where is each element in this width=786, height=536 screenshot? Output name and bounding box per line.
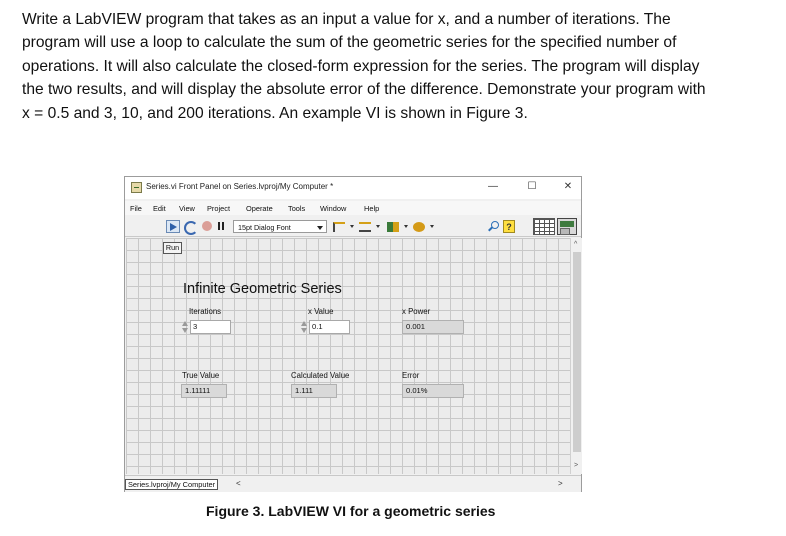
- run-arrow-icon[interactable]: [166, 220, 180, 233]
- vi-icon[interactable]: [557, 218, 577, 235]
- front-panel: [126, 238, 570, 474]
- window-title: Series.vi Front Panel on Series.lvproj/My Computer *: [146, 182, 334, 191]
- abort-execution-icon[interactable]: [201, 220, 213, 233]
- increment-decrement-icon[interactable]: [300, 320, 308, 334]
- chevron-down-icon: [317, 226, 323, 230]
- x-power-indicator: 0.001: [402, 320, 464, 334]
- search-icon[interactable]: [487, 221, 499, 233]
- labview-app-icon: [131, 182, 142, 193]
- problem-line: operations. It will also calculate the closed-form expression for the series. The program will display: [22, 57, 700, 75]
- iterations-label: Iterations: [189, 307, 222, 316]
- align-objects-icon[interactable]: [333, 221, 355, 233]
- error-indicator: 0.01%: [402, 384, 464, 398]
- x-power-label: x Power: [402, 307, 431, 316]
- menu-edit[interactable]: Edit: [153, 204, 166, 213]
- calculated-value-indicator: 1.111: [291, 384, 337, 398]
- run-button[interactable]: Run: [163, 242, 182, 254]
- calculated-value-label: Calculated Value: [291, 371, 350, 380]
- help-icon[interactable]: ?: [503, 220, 515, 233]
- menu-project[interactable]: Project: [207, 204, 231, 213]
- maximize-button[interactable]: ☐: [527, 181, 537, 192]
- scroll-right-icon[interactable]: >: [558, 479, 563, 488]
- x-value-label: x Value: [308, 307, 334, 316]
- resize-objects-icon[interactable]: [387, 221, 409, 233]
- increment-decrement-icon[interactable]: [181, 320, 189, 334]
- true-value-indicator: 1.11111: [181, 384, 227, 398]
- problem-line: Write a LabVIEW program that takes as an input a value for x, and a number of iterations. The: [22, 11, 671, 28]
- problem-line: program will use a loop to calculate the sum of the geometric series for the specified number of: [22, 34, 677, 52]
- close-button[interactable]: ✕: [563, 181, 573, 192]
- distribute-objects-icon[interactable]: [359, 221, 381, 233]
- menu-view[interactable]: View: [179, 204, 195, 213]
- scroll-up-icon[interactable]: ^: [574, 241, 578, 248]
- problem-line: x = 0.5 and 3, 10, and 200 iterations. An example VI is shown in Figure 3.: [22, 104, 528, 122]
- connector-pane-icon[interactable]: [533, 218, 555, 235]
- problem-line: the two results, and will display the absolute error of the difference. Demonstrate your program with: [22, 81, 706, 99]
- true-value-label: True Value: [182, 371, 220, 380]
- scroll-left-icon[interactable]: <: [236, 479, 241, 488]
- panel-heading: Infinite Geometric Series: [183, 281, 342, 297]
- figure-caption: Figure 3. LabVIEW VI for a geometric series: [206, 503, 496, 519]
- minimize-button[interactable]: —: [488, 181, 498, 192]
- pause-icon[interactable]: [217, 220, 225, 233]
- iterations-input[interactable]: 3: [190, 320, 231, 334]
- font-selector-label: 15pt Dialog Font: [238, 222, 291, 232]
- x-value-input[interactable]: 0.1: [309, 320, 350, 334]
- menu-operate[interactable]: Operate: [246, 204, 273, 213]
- title-bar: [125, 177, 581, 199]
- font-selector[interactable]: [233, 220, 327, 233]
- scroll-down-icon[interactable]: >: [574, 462, 579, 469]
- menu-file[interactable]: File: [130, 204, 142, 213]
- project-path[interactable]: Series.lvproj/My Computer: [125, 479, 218, 490]
- toolbar: [125, 217, 581, 237]
- status-bar: [125, 475, 581, 492]
- run-continuously-icon[interactable]: [183, 220, 196, 233]
- error-label: Error: [402, 371, 420, 380]
- reorder-icon[interactable]: [413, 221, 435, 233]
- menu-help[interactable]: Help: [364, 204, 380, 213]
- menu-bar: [125, 201, 581, 215]
- menu-tools[interactable]: Tools: [288, 204, 306, 213]
- problem-statement: [22, 8, 772, 125]
- menu-window[interactable]: Window: [320, 204, 347, 213]
- vertical-scrollbar[interactable]: [570, 238, 582, 474]
- scrollbar-thumb[interactable]: [573, 252, 581, 452]
- labview-window: [124, 176, 582, 492]
